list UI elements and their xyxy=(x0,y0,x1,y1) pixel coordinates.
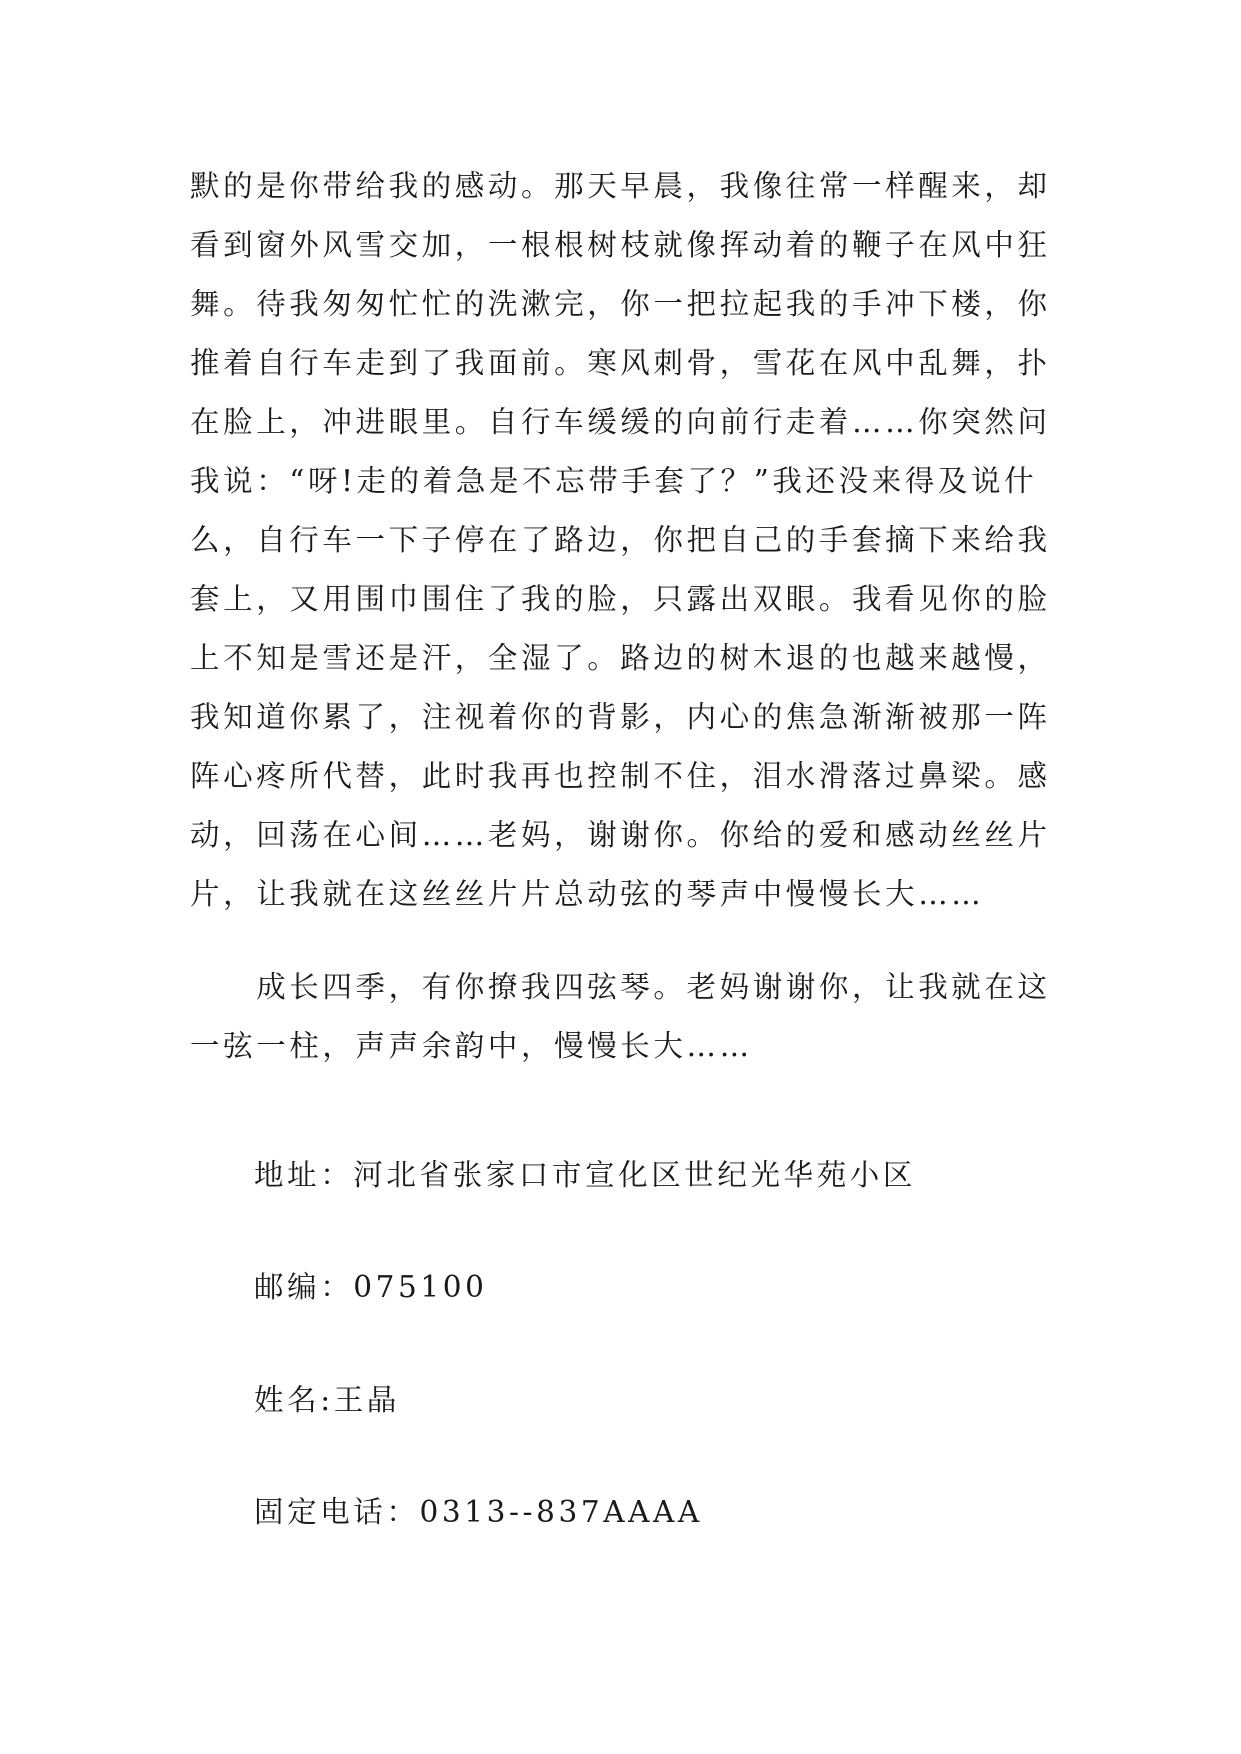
paragraph-line: 在脸上，冲进眼里。自行车缓缓的向前行走着……你突然问 xyxy=(190,405,1051,439)
contact-phone: 固定电话：0313--837AAAA xyxy=(254,1495,703,1529)
contact-name: 姓名:王晶 xyxy=(254,1383,400,1417)
paragraph-line: 阵心疼所代替，此时我再也控制不住，泪水滑落过鼻梁。感 xyxy=(190,759,1051,793)
contact-address: 地址：河北省张家口市宣化区世纪光华苑小区 xyxy=(254,1158,917,1192)
paragraph-line: 片，让我就在这丝丝片片总动弦的琴声中慢慢长大…… xyxy=(190,877,985,911)
paragraph-line: 一弦一柱，声声余韵中，慢慢长大…… xyxy=(190,1029,753,1063)
paragraph-line: 上不知是雪还是汗，全湿了。路边的树木退的也越来越慢， xyxy=(190,641,1051,675)
paragraph-line: 看到窗外风雪交加，一根根树枝就像挥动着的鞭子在风中狂 xyxy=(190,228,1051,262)
contact-postcode: 邮编：075100 xyxy=(254,1270,488,1304)
paragraph-closing xyxy=(190,958,1056,1076)
paragraph-line: 我知道你累了，注视着你的背影，内心的焦急渐渐被那一阵 xyxy=(190,700,1051,734)
paragraph-line: 成长四季，有你撩我四弦琴。老妈谢谢你，让我就在这 xyxy=(190,970,1051,1004)
paragraph-line: 默的是你带给我的感动。那天早晨，我像往常一样醒来，却 xyxy=(190,169,1051,203)
paragraph-line: 舞。待我匆匆忙忙的洗漱完，你一把拉起我的手冲下楼，你 xyxy=(190,287,1051,321)
paragraph-line: 动，回荡在心间……老妈，谢谢你。你给的爱和感动丝丝片 xyxy=(190,818,1051,852)
paragraph-line: 么，自行车一下子停在了路边，你把自己的手套摘下来给我 xyxy=(190,523,1051,557)
paragraph-line: 推着自行车走到了我面前。寒风刺骨，雪花在风中乱舞，扑 xyxy=(190,346,1051,380)
paragraph-letter-story xyxy=(190,157,1056,924)
paragraph-line: 我说：“呀!走的着急是不忘带手套了？”我还没来得及说什 xyxy=(190,464,1038,498)
paragraph-line: 套上，又用围巾围住了我的脸，只露出双眼。我看见你的脸 xyxy=(190,582,1051,616)
